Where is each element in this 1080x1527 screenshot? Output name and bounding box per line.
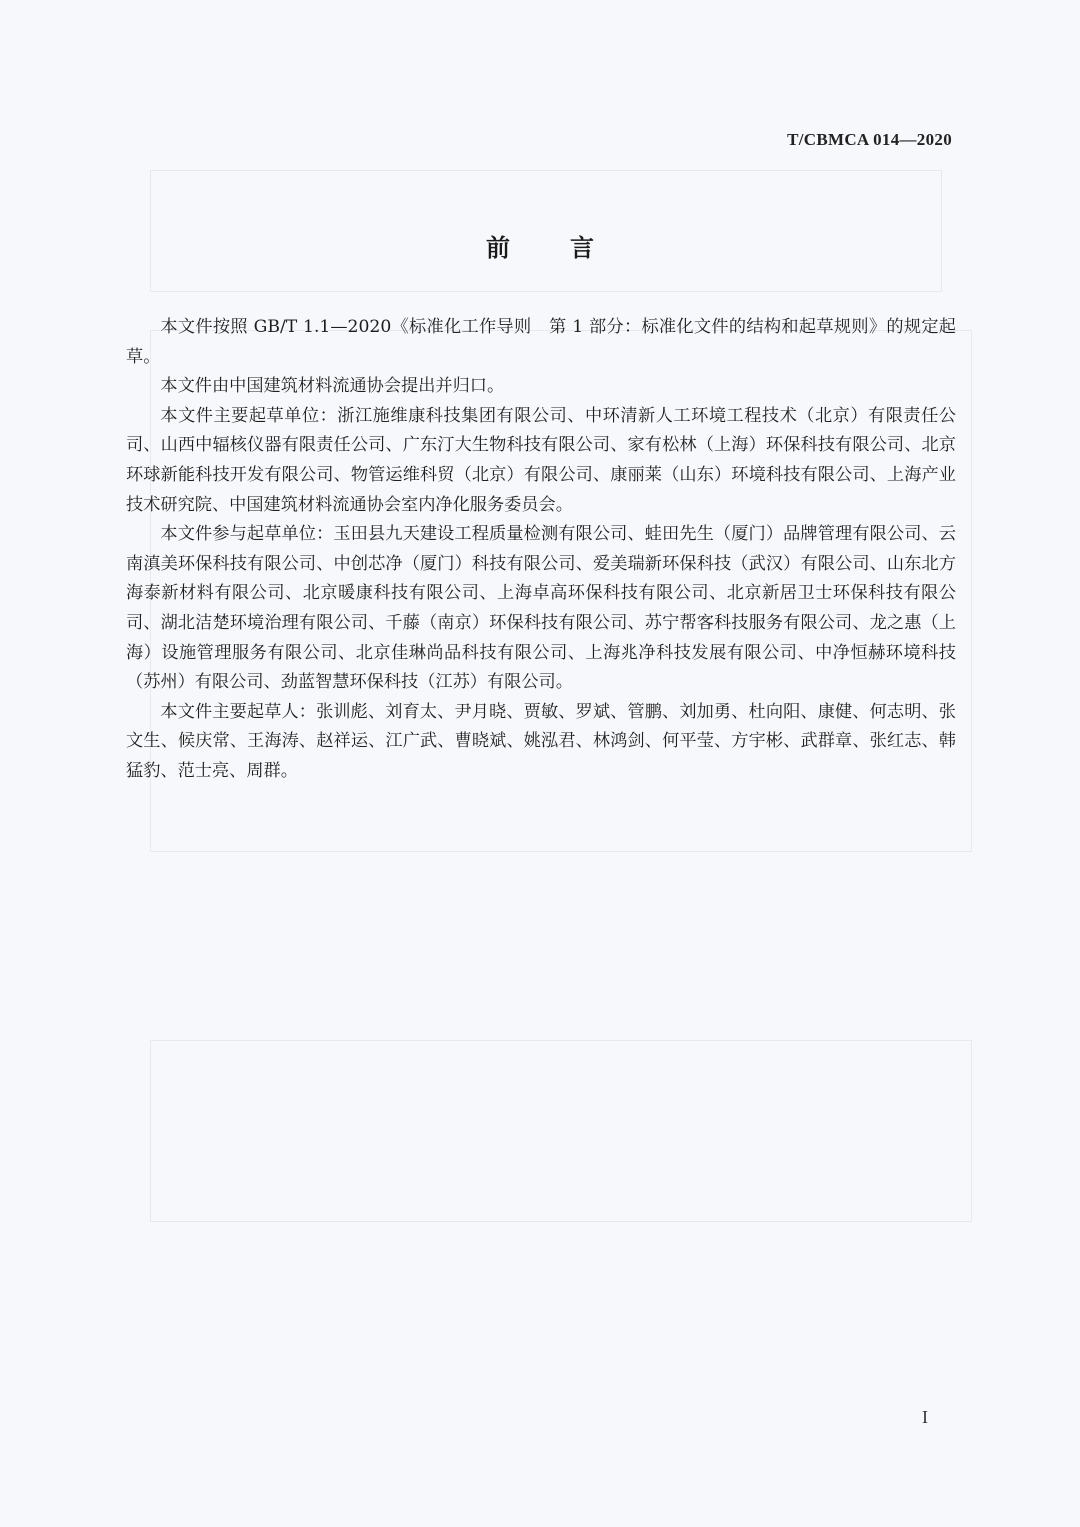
paragraph-main-drafting-units: 本文件主要起草单位：浙江施维康科技集团有限公司、中环清新人工环境工程技术（北京）有限责任公司、山西中辐核仪器有限责任公司、广东汀大生物科技有限公司、家有松林（上海）环保科技有限公司、北京环球新能科技开发有限公司、物管运维科贸（北京）有限公司、康丽莱（山东）环境科技有限公司、上海产业技术研究院、中国建筑材料流通协会室内净化服务委员会。 xyxy=(126,405,956,515)
paragraph-drafting-basis: 本文件按照 GB/T 1.1—2020《标准化工作导则 第 1 部分：标准化文件的结构和起草规则》的规定起草。 xyxy=(126,317,956,367)
paragraph-main-drafters: 本文件主要起草人：张训彪、刘育太、尹月晓、贾敏、罗斌、管鹏、刘加勇、杜向阳、康健、何志明、张文生、候庆常、王海涛、赵祥运、江广武、曹晓斌、姚泓君、林鸿剑、何平莹、方宇彬、武群章、张红志、韩猛豹、范士亮、周群。 xyxy=(126,701,956,781)
page-number: I xyxy=(922,1407,928,1427)
paragraph-participating-units: 本文件参与起草单位：玉田县九天建设工程质量检测有限公司、蛙田先生（厦门）品牌管理有限公司、云南滇美环保科技有限公司、中创芯净（厦门）科技有限公司、爱美瑞新环保科技（武汉）有限公司、山东北方海泰新材料有限公司、北京暖康科技有限公司、上海卓高环保科技有限公司、北京新居卫士环保科技有限公司、湖北洁楚环境治理有限公司、千藤（南京）环保科技有限公司、苏宁帮客科技服务有限公司、龙之惠（上海）设施管理服务有限公司、北京佳琳尚品科技有限公司、上海兆净科技发展有限公司、中净恒赫环境科技（苏州）有限公司、劲蓝智慧环保科技（江苏）有限公司。 xyxy=(126,524,956,693)
show-through-table-bottom xyxy=(150,1040,972,1222)
foreword-body xyxy=(126,313,956,787)
page-title: 前言 xyxy=(486,234,654,262)
paragraph-proposer: 本文件由中国建筑材料流通协会提出并归口。 xyxy=(160,376,505,397)
standard-code: T/CBMCA 014—2020 xyxy=(787,130,952,149)
